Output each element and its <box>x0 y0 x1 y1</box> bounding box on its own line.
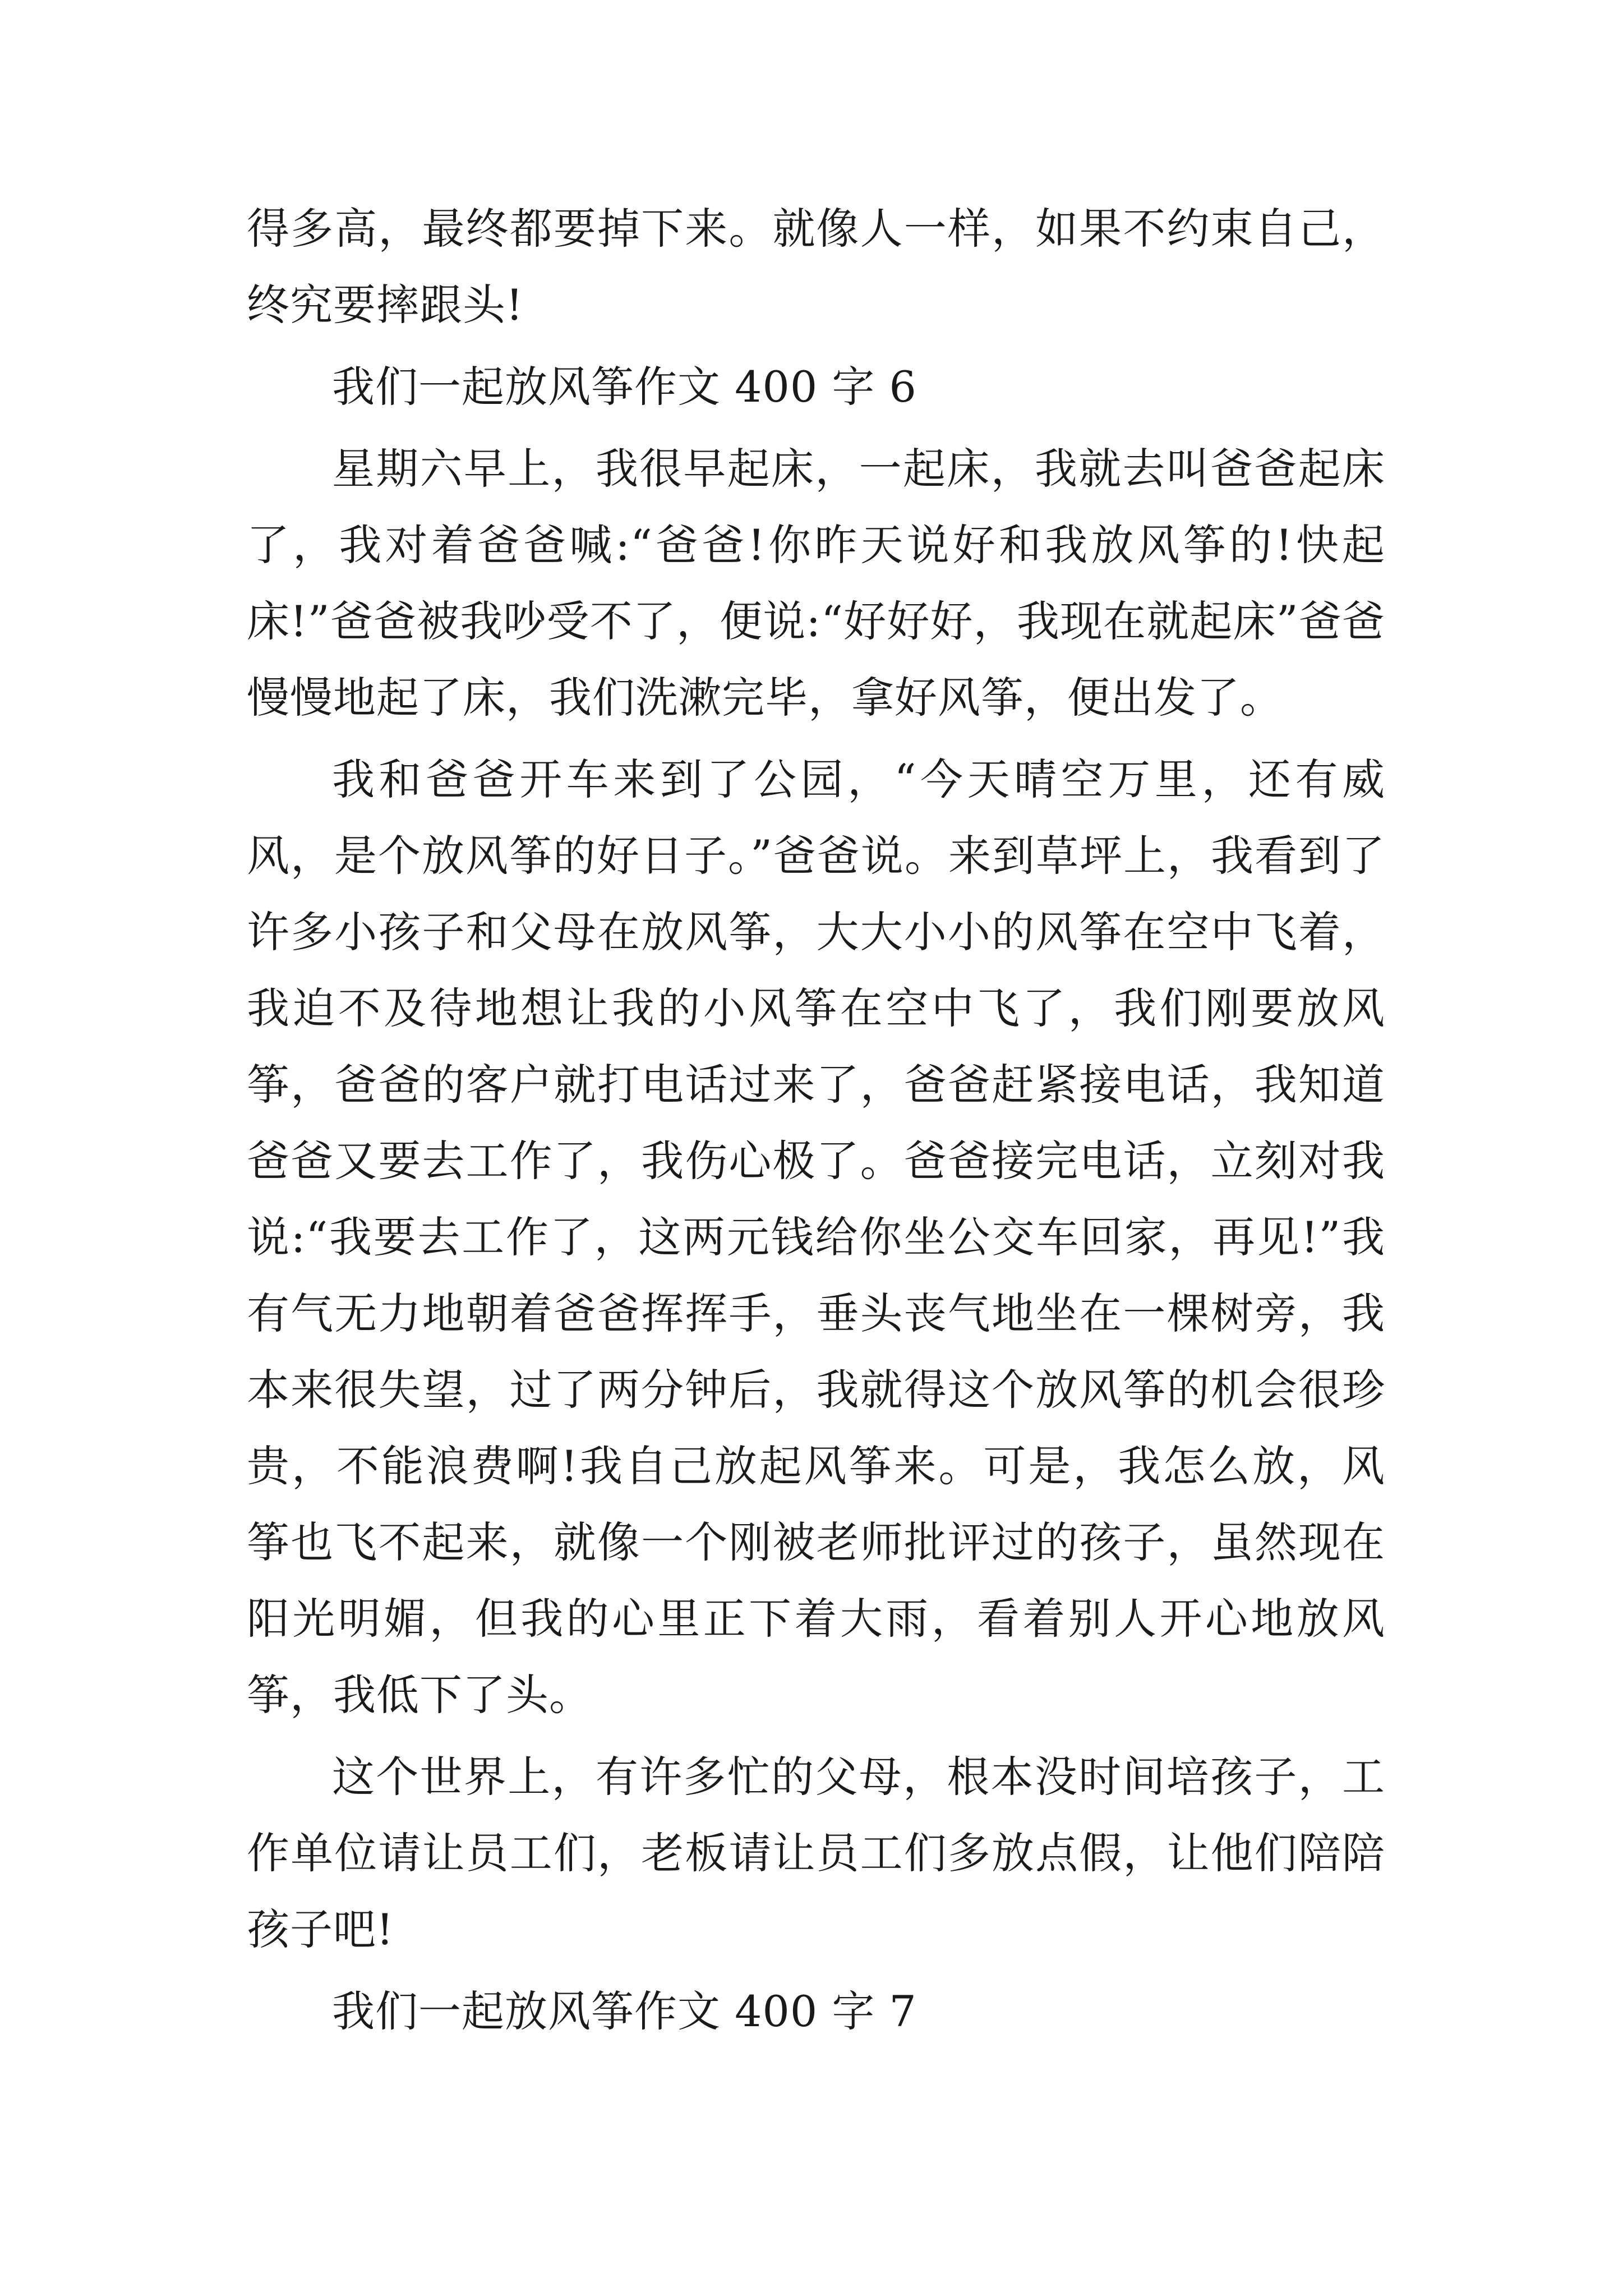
document-body <box>247 191 1385 2050</box>
section-heading-7: 我们一起放风筝作文 400 字 7 <box>332 1986 917 2036</box>
paragraph-morning: 星期六早上，我很早起床，一起床，我就去叫爸爸起床了，我对着爸爸喊:“爸爸!你昨天说好和我放风筝的!快起床!”爸爸被我吵受不了，便说:“好好好，我现在就起床”爸爸慢慢地起了床，我们洗漱完毕，拿好风筝，便出发了。 <box>247 444 1385 723</box>
paragraph-reflection: 这个世界上，有许多忙的父母，根本没时间培孩子，工作单位请让员工们，老板请让员工们多放点假，让他们陪陪孩子吧! <box>247 1752 1385 1954</box>
paragraph-continuation: 得多高，最终都要掉下来。就像人一样，如果不约束自己，终究要摔跟头! <box>247 204 1385 330</box>
section-heading-6: 我们一起放风筝作文 400 字 6 <box>332 362 917 412</box>
paragraph-park: 我和爸爸开车来到了公园，“今天晴空万里，还有威风，是个放风筝的好日子。”爸爸说。来到草坪上，我看到了许多小孩子和父母在放风筝，大大小小的风筝在空中飞着，我迫不及待地想让我的小风筝在空中飞了，我们刚要放风筝，爸爸的客户就打电话过来了，爸爸赶紧接电话，我知道爸爸又要去工作了，我伤心极了。爸爸接完电话，立刻对我说:“我要去工作了，这两元钱给你坐公交车回家，再见!”我有气无力地朝着爸爸挥挥手，垂头丧气地坐在一棵树旁，我本来很失望，过了两分钟后，我就得这个放风筝的机会很珍贵，不能浪费啊!我自己放起风筝来。可是，我怎么放，风筝也飞不起来，就像一个刚被老师批评过的孩子，虽然现在阳光明媚，但我的心里正下着大雨，看着别人开心地放风筝，我低下了头。 <box>247 754 1385 1720</box>
